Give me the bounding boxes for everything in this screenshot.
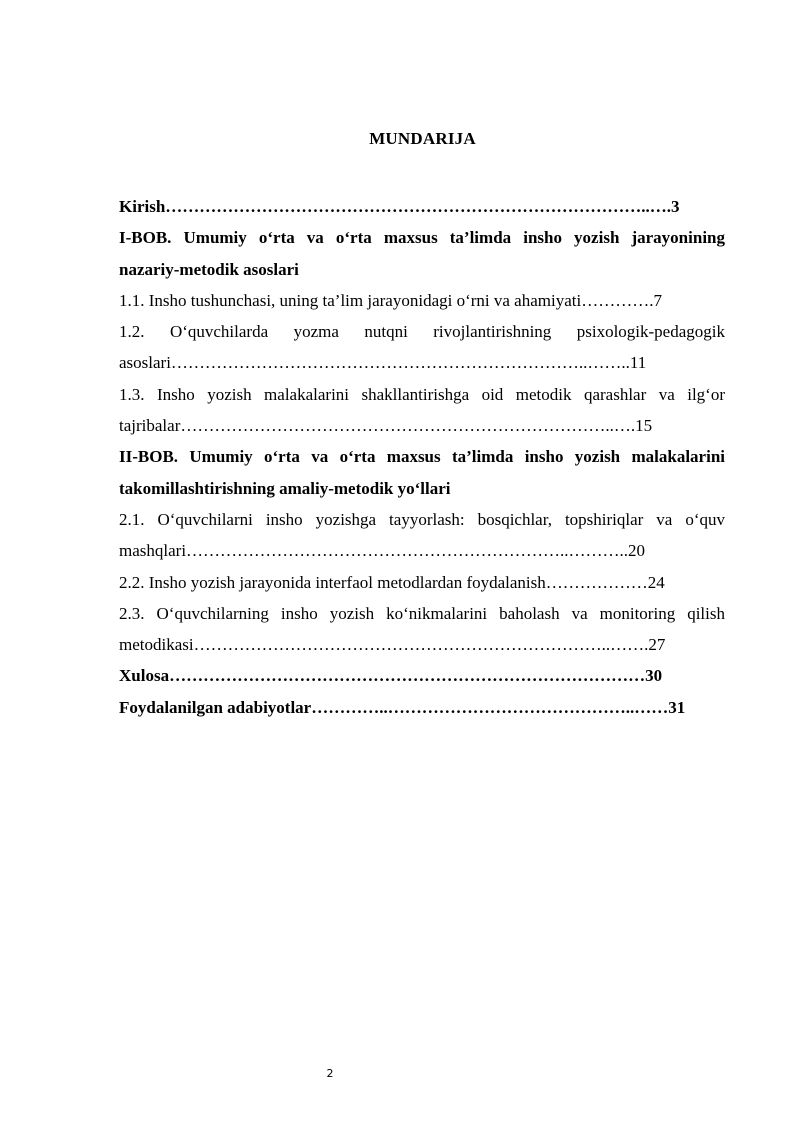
toc-entry-2-3[interactable]: 2.3. O‘quvchilarning insho yozish ko‘nikmalarini baholash va monitoring qilish xyxy=(119,603,725,623)
toc-entry-1-3[interactable]: 1.3. Insho yozish malakalarini shakllantirishga oid metodik qarashlar va ilg‘or xyxy=(119,384,725,404)
toc-entry-2-2[interactable]: 2.2. Insho yozish jarayonida interfaol metodlardan foydalanish………………24 xyxy=(119,572,665,592)
page-number: 2 xyxy=(326,1067,334,1080)
toc-entry-2-1[interactable]: 2.1. O‘quvchilarni insho yozishga tayyorlash: bosqichlar, topshiriqlar va o‘quv xyxy=(119,509,725,529)
toc-entry-1-2[interactable]: 1.2. O‘quvchilarda yozma nutqni rivojlantirishning psixologik-pedagogik xyxy=(119,322,725,342)
toc-entry-1-1[interactable]: 1.1. Insho tushunchasi, uning ta’lim jarayonidagi o‘rni va ahamiyati………….7 xyxy=(119,290,662,310)
toc-entry-1-2-cont[interactable]: asoslari………………………………………………………………..……..11 xyxy=(119,353,647,373)
toc-entry-2-3-cont[interactable]: metodikasi………………………………………………………………..…….27 xyxy=(119,635,666,655)
table-of-contents xyxy=(119,191,725,723)
toc-chapter-1-title[interactable]: I-BOB. Umumiy o‘rta va o‘rta maxsus ta’limda insho yozish jarayonining xyxy=(119,228,725,248)
toc-chapter-2-title-cont[interactable]: takomillashtirishning amaliy-metodik yo‘llari xyxy=(119,478,451,498)
toc-entry-kirish[interactable]: Kirish…………………………………………………………………………..….3 xyxy=(119,197,680,216)
toc-entry-adabiyotlar[interactable]: Foydalanilgan adabiyotlar…………..……………………………………..……31 xyxy=(119,697,686,717)
toc-entry-2-1-cont[interactable]: mashqlari…………………………………………………………..………..20 xyxy=(119,541,646,561)
toc-chapter-2-title[interactable]: II-BOB. Umumiy o‘rta va o‘rta maxsus ta’limda insho yozish malakalarini xyxy=(119,447,725,467)
page-title: MUNDARIJA xyxy=(369,129,476,148)
toc-chapter-1-title-cont[interactable]: nazariy-metodik asoslari xyxy=(119,259,299,279)
toc-entry-xulosa[interactable]: Xulosa…………………………………………………………………………30 xyxy=(119,666,663,686)
toc-entry-1-3-cont[interactable]: tajribalar…………………………………………………………………..….15 xyxy=(119,416,653,436)
